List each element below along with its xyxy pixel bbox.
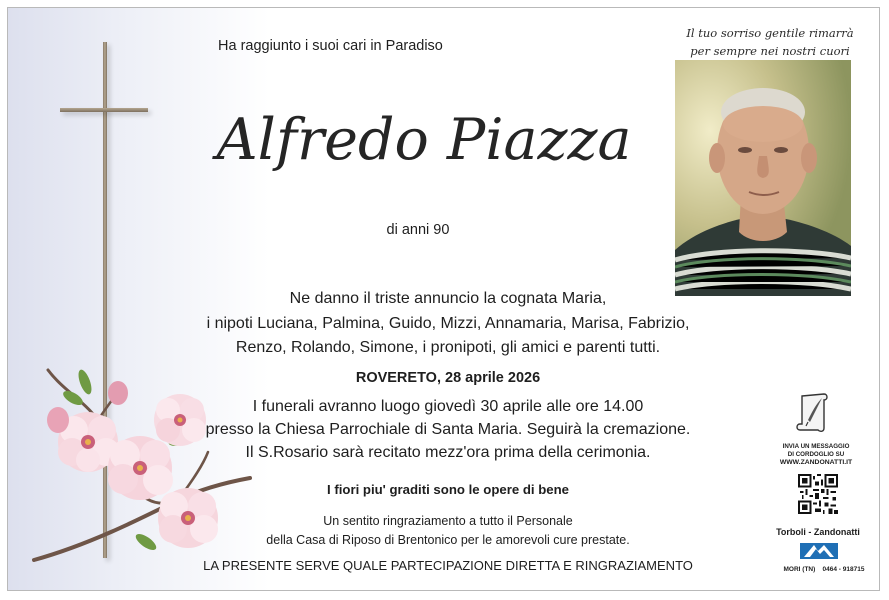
- memorial-quote: [672, 24, 868, 60]
- footer-note: LA PRESENTE SERVE QUALE PARTECIPAZIONE DIRETTA E RINGRAZIAMENTO: [203, 558, 693, 573]
- funeral-line-2: presso la Chiesa Parrochiale di Santa Maria. Seguirà la cremazione.: [205, 421, 691, 438]
- agency-phone[interactable]: 0464 - 918715: [822, 566, 865, 573]
- quote-line-2: per sempre nei nostri cuori: [690, 44, 850, 58]
- announcement-line-2: i nipoti Luciana, Palmina, Guido, Mizzi, Annamaria, Marisa, Fabrizio,: [206, 315, 690, 332]
- agency-name: Torboli - Zandonatti: [776, 527, 860, 537]
- funeral-line-1: I funerali avranno luogo giovedì 30 aprile alle ore 14.00: [252, 398, 644, 415]
- agency-logo-icon: [800, 541, 838, 561]
- condolence-text: [768, 443, 864, 467]
- reached-paradise-text: Ha raggiunto i suoi cari in Paradiso: [218, 38, 443, 54]
- age-text: di anni 90: [386, 222, 450, 238]
- obituary-card: [7, 7, 880, 591]
- funeral-line-3: Il S.Rosario sarà recitato mezz'ora prima della cerimonia.: [245, 444, 651, 461]
- thanks-line-1: Un sentito ringraziamento a tutto il Personale: [323, 514, 573, 528]
- portrait-photo: [675, 60, 851, 296]
- qr-code-icon[interactable]: [798, 474, 838, 514]
- quote-line-1: Il tuo sorriso gentile rimarrà: [686, 26, 854, 40]
- condolence-line-2: DI CORDOGLIO SU: [787, 451, 845, 458]
- condolence-line-1: INVIA UN MESSAGGIO: [782, 443, 850, 450]
- cross-horizontal-beam: [60, 108, 148, 112]
- portrait-illustration: [675, 60, 851, 296]
- agency-contact: [778, 566, 870, 573]
- place-date: ROVERETO, 28 aprile 2026: [355, 370, 541, 386]
- announcement-line-3: Renzo, Rolando, Simone, i pronipoti, gli amici e parenti tutti.: [235, 339, 661, 356]
- flowers-note: I fiori piu' graditi sono le opere di bene: [327, 482, 569, 497]
- announcement-line-1: Ne danno il triste annuncio la cognata Maria,: [289, 290, 607, 307]
- thanks-line-2: della Casa di Riposo di Brentonico per le amorevoli cure prestate.: [266, 533, 630, 547]
- deceased-name: Alfredo Piazza: [216, 107, 632, 173]
- quill-scroll-icon: [794, 390, 834, 434]
- condolence-site-link[interactable]: WWW.ZANDONATTI.IT: [779, 459, 853, 466]
- agency-location: MORI (TN): [783, 566, 816, 573]
